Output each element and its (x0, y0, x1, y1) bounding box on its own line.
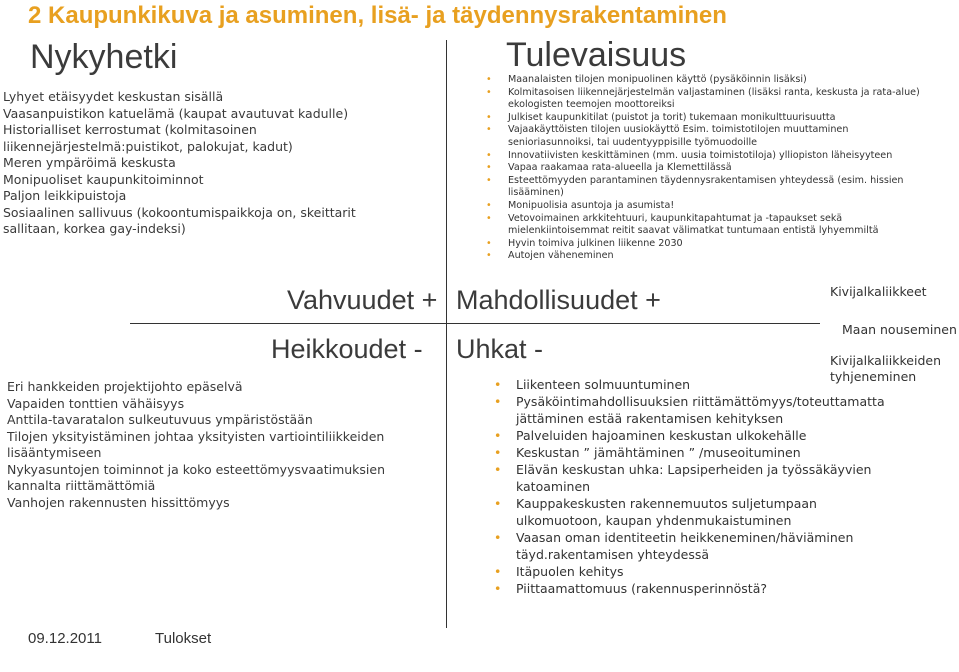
list-item: Lyhyet etäisyydet keskustan sisällä (3, 89, 224, 104)
heading-weaknesses: Heikkoudet - (271, 334, 423, 364)
list-item: Monipuoliset kaupunkitoiminnot (3, 171, 204, 187)
list-item: • Autojen väheneminen (486, 250, 926, 263)
footer-date: 09.12.2011 (28, 630, 102, 647)
list-item: • Itäpuolen kehitys (494, 563, 904, 580)
list-item: • Liikenteen solmuuntuminen (494, 376, 904, 393)
list-item: sallitaan, korkea gay-indeksi) (3, 221, 186, 236)
list-item: lisääntymiseen (7, 445, 102, 460)
threats-list (494, 376, 904, 597)
list-item: • Pysäköintimahdollisuuksien riittämättömyys/toteuttamatta jättäminen estää rakentamisen kehityksen (494, 393, 904, 427)
list-item: Vaasanpuistikon katuelämä (kaupat avautuvat kadulle) (3, 105, 349, 121)
list-item: • Kolmitasoisen liikennejärjestelmän valjastaminen (lisäksi ranta, keskusta ja rata-alue) ekologisten teemojen moottoreiksi (486, 87, 926, 112)
list-item: liikennejärjestelmä:puistikot, palokujat, kadut) (3, 138, 293, 154)
list-item: • Kauppakeskusten rakennemuutos suljetumpaan ulkomuotoon, kaupan yhdenmukaistuminen (494, 495, 904, 529)
heading-strengths: Vahvuudet + (287, 285, 438, 315)
footer-label: Tulokset (155, 630, 212, 647)
list-item: Vanhojen rakennusten hissittömyys (7, 494, 230, 510)
list-item: Tilojen yksityistäminen johtaa yksityisten vartiointiliikkeiden (7, 428, 385, 444)
list-item: • Vajaakäyttöisten tilojen uusiokäyttö Esim. toimistotilojen muuttaminen senioriasunnoiksi, tai uudentyyppisille työmuodoille (486, 124, 926, 149)
heading-present: Nykyhetki (30, 38, 178, 76)
heading-threats: Uhkat - (456, 334, 544, 364)
side-label-kivijalkaliikkeet: Kivijalkaliikkeet (830, 284, 927, 299)
list-item: Meren ympäröimä keskusta (3, 155, 176, 170)
list-item: • Vapaa raakamaa rata-alueella ja Klemettilässä (486, 162, 926, 175)
strengths-list (3, 89, 356, 238)
list-item: • Elävän keskustan uhka: Lapsiperheiden ja työssäkäyvien katoaminen (494, 461, 904, 495)
side-label-maan-nouseminen: Maan nouseminen (842, 322, 957, 337)
list-item: • Vetovoimainen arkkitehtuuri, kaupunkitapahtumat ja -tapaukset sekä mielenkiintoisemmat reitit saavat välimatkat tuntumaan entistä lyhyemmiltä (486, 213, 926, 238)
list-item: Sosiaalinen sallivuus (kokoontumispaikkoja on, skeittarit (3, 204, 356, 220)
list-item: Paljon leikkipuistoja (3, 188, 127, 203)
side-label-kivijalkaliikkeiden: Kivijalkaliikkeiden (830, 353, 941, 368)
list-item: Historialliset kerrostumat (kolmitasoinen (3, 122, 257, 137)
weaknesses-list (7, 379, 385, 511)
list-item: Nykyasuntojen toiminnot ja koko esteettömyysvaatimuksien (7, 461, 386, 477)
list-item: • Maanalaisten tilojen monipuolinen käyttö (pysäköinnin lisäksi) (486, 74, 926, 87)
side-label-tyhjeneminen: tyhjeneminen (830, 369, 917, 384)
list-item: Eri hankkeiden projektijohto epäselvä (7, 379, 243, 394)
list-item: • Julkiset kaupunkitilat (puistot ja torit) tukemaan monikulttuurisuutta (486, 112, 926, 125)
list-item: kannalta riittämättömiä (7, 478, 156, 493)
vertical-divider (446, 40, 447, 628)
list-item: • Palveluiden hajoaminen keskustan ulkokehälle (494, 427, 904, 444)
list-item: • Innovatiivisten keskittäminen (mm. uusia toimistotiloja) ylliopiston läheisyyteen (486, 150, 926, 163)
heading-opportunities: Mahdollisuudet + (456, 285, 661, 315)
list-item: • Vaasan oman identiteetin heikkeneminen/häviäminen täyd.rakentamisen yhteydessä (494, 529, 904, 563)
horizontal-divider (130, 323, 820, 324)
slide-title: 2 Kaupunkikuva ja asuminen, lisä- ja täydennysrakentaminen (28, 2, 727, 29)
list-item: • Piittaamattomuus (rakennusperinnöstä? (494, 580, 904, 597)
list-item: • Monipuolisia asuntoja ja asumista! (486, 200, 926, 213)
list-item: Anttila-tavaratalon sulkeutuvuus ympäristöstään (7, 412, 313, 427)
opportunities-list (486, 74, 926, 263)
list-item: • Keskustan ” jämähtäminen ” /museoituminen (494, 444, 904, 461)
list-item: Vapaiden tonttien vähäisyys (7, 395, 185, 411)
heading-future: Tulevaisuus (506, 36, 687, 74)
list-item: • Hyvin toimiva julkinen liikenne 2030 (486, 238, 926, 251)
list-item: • Esteettömyyden parantaminen täydennysrakentamisen yhteydessä (esim. hissien lisääminen) (486, 175, 926, 200)
